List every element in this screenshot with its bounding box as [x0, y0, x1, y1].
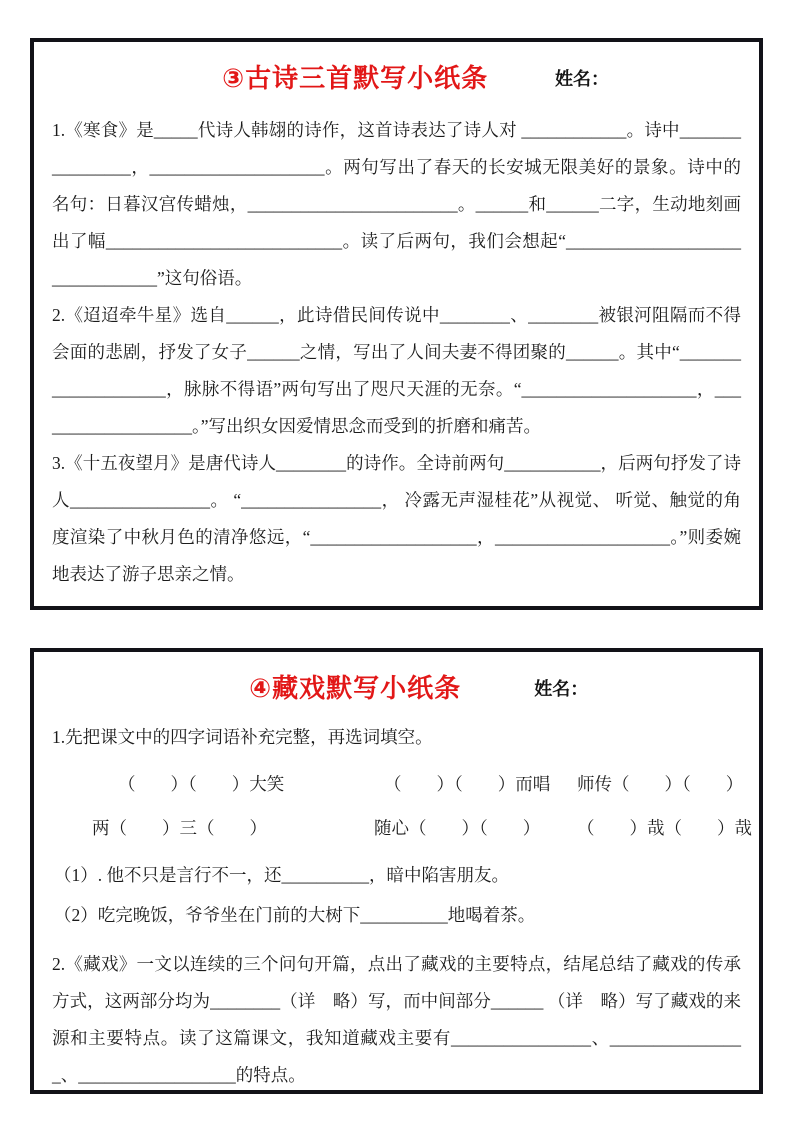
poems-name-label: 姓名：: [554, 69, 609, 89]
question-shiwuye-wangyue: 3.《十五夜望月》是唐代诗人________的诗作。全诗前两句___________，后两句抒发了诗人________________。 “________________， 冷露无声湿桂花”从视觉、 听觉、触觉的角度渲染了中秋月色的清净悠远，“___________________，____________________。”则委婉地表达了游子思亲之情。: [52, 453, 741, 584]
fill-blank-sentence-1: （1）. 他不只是言行不一，还__________，暗中陷害朋友。: [54, 865, 509, 885]
poems-header: [52, 58, 741, 104]
word-blank-shichuan: 师传（ ）（ ）: [577, 774, 744, 794]
word-blank-erchang: （ ）（ ）而唱: [384, 774, 551, 794]
question-tiaotiao-qianniuxing: 2.《迢迢牵牛星》选自______，此诗借民间传说中________、________被银河阻隔而不得会面的悲剧，抒发了女子______之情，写出了人间夫妻不得团聚的______。其中“____________________，脉脉不得语”两句写出了咫尺天涯的无奈。“____________________，___________________。”写出织女因爱情思念而受到的折磨和痛苦。: [52, 305, 741, 436]
poems-worksheet-box: [30, 38, 763, 610]
word-grid-row: [52, 762, 744, 806]
opera-name-label: 姓名：: [534, 679, 589, 699]
question-zangxi: 2.《藏戏》一文以连续的三个问句开篇，点出了藏戏的主要特点，结尾总结了藏戏的传承方式，这两部分均为________（详 略）写，而中间部分______ （详 略）写了藏戏的来源和主要特点。读了这篇课文，我知道藏戏主要有________________、________________、__________________的特点。: [52, 954, 741, 1085]
word-blank-suixin: 随心（ ）（ ）: [374, 818, 541, 838]
opera-worksheet-box: [30, 648, 763, 1094]
opera-title: ④藏戏默写小纸条: [249, 673, 462, 703]
word-blank-daxiao: （ ）（ ）大笑: [118, 774, 285, 794]
word-completion-grid: [52, 762, 752, 850]
opera-header: [52, 668, 741, 714]
poems-questions: [52, 112, 741, 593]
opera-question1-intro: 1.先把课文中的四字词语补充完整，再选词填空。: [52, 727, 433, 747]
word-blank-zaizai: （ ）哉（ ）哉: [577, 818, 752, 838]
word-grid-row: [52, 806, 752, 850]
fill-blank-sentence-2: （2）吃完晚饭，爷爷坐在门前的大树下__________地喝着茶。: [54, 905, 536, 925]
question-hanshi: 1.《寒食》是_____代诗人韩翃的诗作，这首诗表达了诗人对 ____________。诗中________________，____________________。两句写出了春天的长安城无限美好的景象。诗中的名句：日暮汉宫传蜡烛，________________________。______和______二字，生动地刻画出了幅___________________________。读了后两句，我们会想起“________________________________”这句俗语。: [52, 120, 741, 288]
poems-title: ③古诗三首默写小纸条: [222, 63, 489, 93]
word-blank-liangsan: 两（ ）三（ ）: [92, 818, 267, 838]
